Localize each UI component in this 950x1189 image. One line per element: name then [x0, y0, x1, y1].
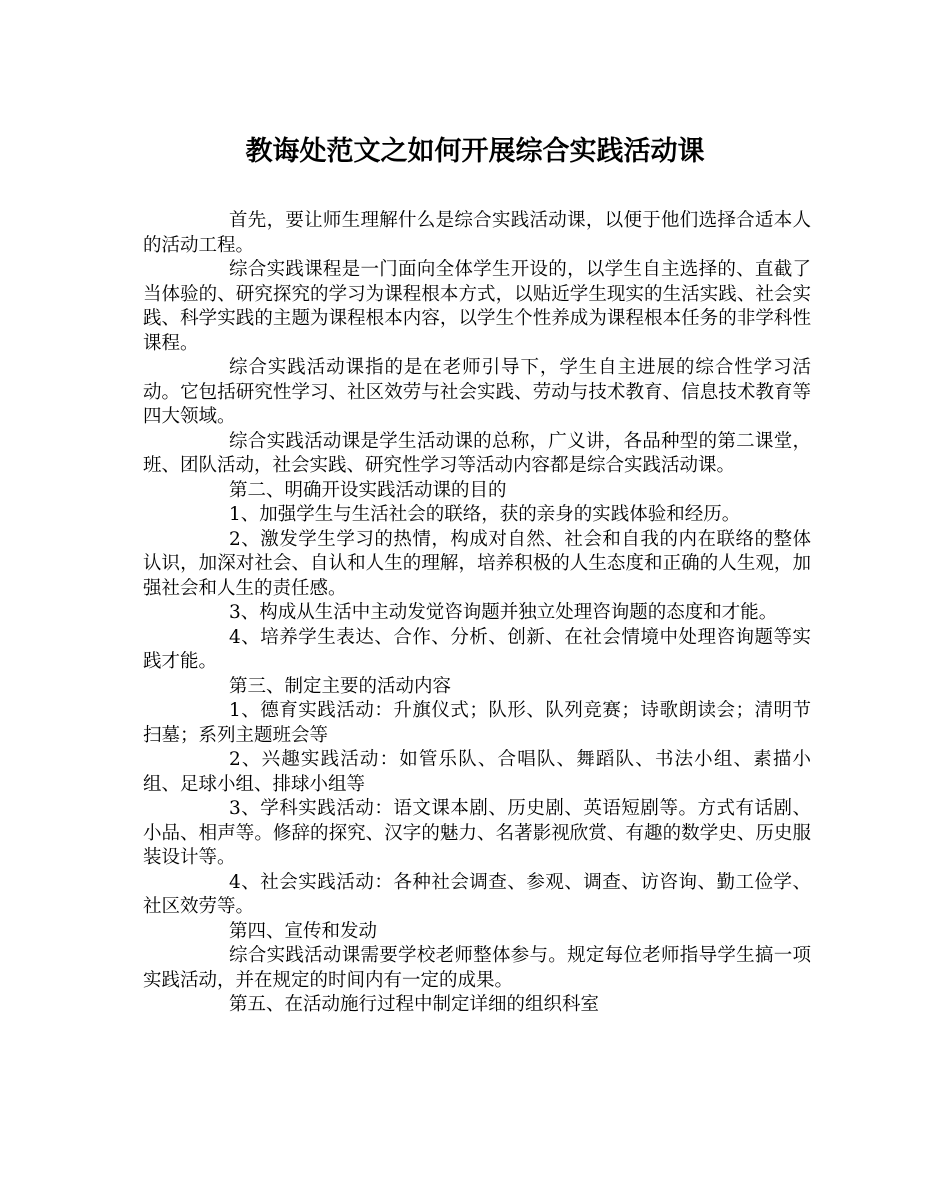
list-item: 3、学科实践活动：语文课本剧、历史剧、英语短剧等。方式有话剧、小品、相声等。修辞的探究、汉字的魅力、名著影视欣赏、有趣的数学史、历史服装设计等。 — [143, 798, 811, 868]
section-heading: 第四、宣传和发动 — [229, 920, 378, 942]
paragraph: 综合实践课程是一门面向全体学生开设的，以学生自主选择的、直截了当体验的、研究探究的学习为课程根本方式，以贴近学生现实的生活实践、社会实践、科学实践的主题为课程根本内容，以学生个性养成为课程根本任务的非学科性课程。 — [143, 259, 811, 354]
section-heading: 第二、明确开设实践活动课的目的 — [229, 479, 507, 501]
paragraph: 首先，要让师生理解什么是综合实践活动课，以便于他们选择合适本人的活动工程。 — [143, 210, 811, 256]
list-item: 1、加强学生与生活社会的联络，获的亲身的实践体验和经历。 — [229, 504, 741, 525]
paragraph: 综合实践活动课需要学校老师整体参与。规定每位老师指导学生搞一项实践活动，并在规定的时间内有一定的成果。 — [143, 945, 811, 991]
list-item: 1、德育实践活动：升旗仪式；队形、队列竞赛；诗歌朗读会；清明节扫墓；系列主题班会等 — [143, 700, 811, 746]
paragraph: 综合实践活动课是学生活动课的总称，广义讲，各品种型的第二课堂，班、团队活动，社会实践、研究性学习等活动内容都是综合实践活动课。 — [143, 430, 811, 476]
list-item: 4、社会实践活动：各种社会调查、参观、调查、访咨询、勤工俭学、社区效劳等。 — [143, 871, 811, 917]
section-heading: 第三、制定主要的活动内容 — [229, 675, 452, 697]
section-heading: 第五、在活动施行过程中制定详细的组织科室 — [229, 994, 600, 1015]
list-item: 4、培养学生表达、合作、分析、创新、在社会情境中处理咨询题等实践才能。 — [143, 626, 811, 672]
document-title: 教诲处范文之如何开展综合实践活动课 — [245, 136, 705, 167]
list-item: 3、构成从生活中主动发觉咨询题并独立处理咨询题的态度和才能。 — [229, 602, 778, 623]
document-body — [143, 209, 811, 1018]
paragraph: 综合实践活动课指的是在老师引导下，学生自主进展的综合性学习活动。它包括研究性学习、社区效劳与社会实践、劳动与技术教育、信息技术教育等四大领域。 — [143, 357, 811, 427]
list-item: 2、激发学生学习的热情，构成对自然、社会和自我的内在联络的整体认识，加深对社会、自认和人生的理解，培养积极的人生态度和正确的人生观，加强社会和人生的责任感。 — [143, 528, 811, 599]
list-item: 2、兴趣实践活动：如管乐队、合唱队、舞蹈队、书法小组、素描小组、足球小组、排球小组等 — [143, 749, 811, 795]
